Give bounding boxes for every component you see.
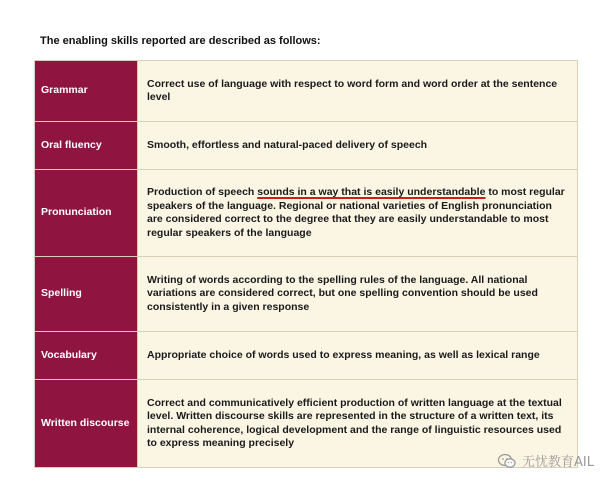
- skill-desc-pronunciation: [138, 170, 578, 257]
- skill-name-vocabulary: Vocabulary: [35, 332, 138, 380]
- watermark-text: 无忧教育AIL: [522, 455, 594, 470]
- watermark: [497, 451, 594, 470]
- desc-text: to most regular speakers of the language. Regional or national varieties of English pronunciation are considered correct to the degree that they are easily understandable to most regular speakers of the language: [147, 186, 565, 239]
- skill-name-pronunciation: Pronunciation: [35, 170, 138, 257]
- skill-desc-grammar: Correct use of language with respect to word form and word order at the sentence level: [138, 61, 578, 122]
- table-row: [35, 122, 578, 170]
- skill-desc-oral-fluency: Smooth, effortless and natural-paced delivery of speech: [138, 122, 578, 170]
- table-row: [35, 332, 578, 380]
- highlighted-phrase: sounds in a way that is easily understandable: [257, 186, 486, 198]
- skill-name-written-discourse: Written discourse: [35, 380, 138, 468]
- skill-desc-vocabulary: Appropriate choice of words used to express meaning, as well as lexical range: [138, 332, 578, 380]
- skill-name-grammar: Grammar: [35, 61, 138, 122]
- skill-name-oral-fluency: Oral fluency: [35, 122, 138, 170]
- table-row: [35, 257, 578, 332]
- table-row: [35, 61, 578, 122]
- desc-text: Production of speech: [147, 186, 258, 198]
- skill-desc-spelling: Writing of words according to the spelling rules of the language. All national variations are considered correct, but one spelling convention should be used consistently in a given response: [138, 257, 578, 332]
- wechat-icon: [497, 453, 517, 469]
- enabling-skills-table: [34, 60, 578, 468]
- skill-name-spelling: Spelling: [35, 257, 138, 332]
- table-row: [35, 170, 578, 257]
- skill-desc-written-discourse: Correct and communicatively efficient production of written language at the textual level. Written discourse skills are represented in the structure of a written text, its internal coherence, logical development and the range of linguistic resources used to express meaning precisely: [138, 380, 578, 468]
- intro-heading: The enabling skills reported are described as follows:: [40, 35, 321, 47]
